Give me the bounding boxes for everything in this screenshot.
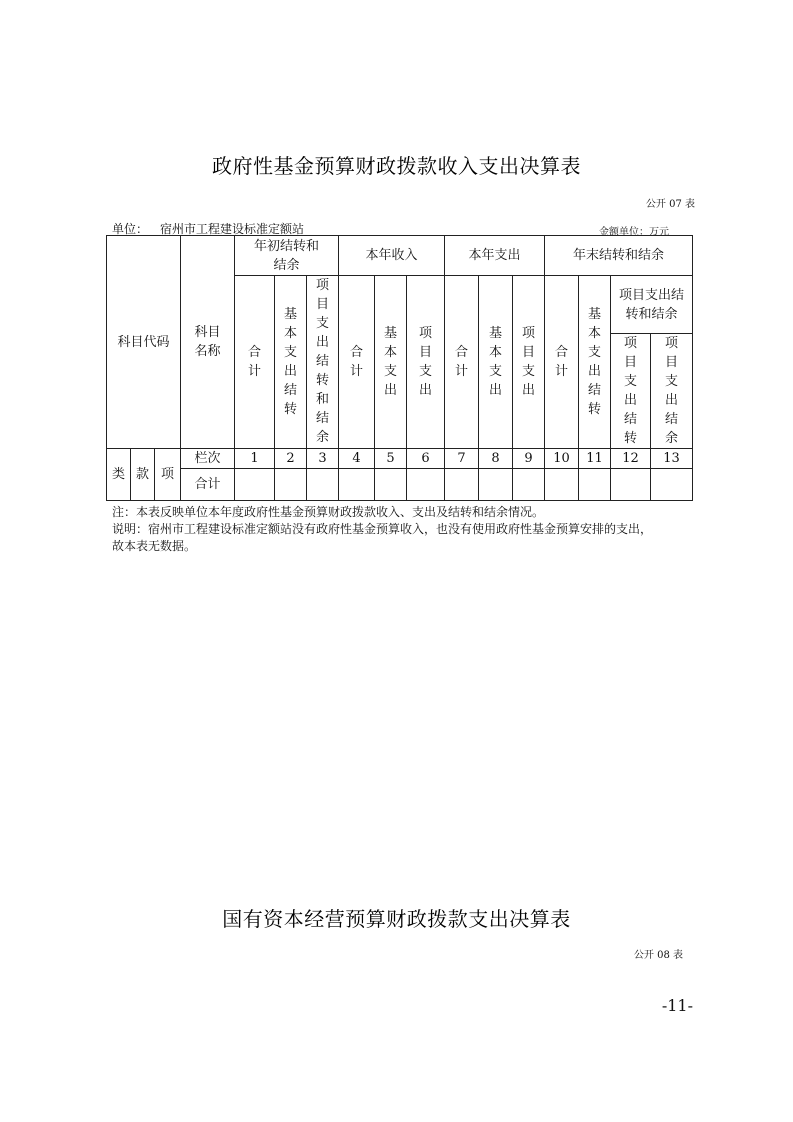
group-expense-header: 本年支出 bbox=[445, 236, 545, 276]
col-end-total: 合计 bbox=[545, 276, 579, 449]
amount-unit: 金额单位：万元 bbox=[599, 227, 669, 238]
page-number: -11- bbox=[661, 996, 693, 1015]
col-income-basic: 基本支出 bbox=[375, 276, 407, 449]
empty-cell bbox=[479, 469, 513, 501]
col-number: 11 bbox=[579, 449, 611, 469]
col-number: 4 bbox=[339, 449, 375, 469]
col-end-project-carry: 项目支出结转 bbox=[611, 334, 651, 449]
form-number-08: 公开 08 表 bbox=[633, 950, 683, 961]
col-expense-basic: 基本支出 bbox=[479, 276, 513, 449]
empty-cell bbox=[545, 469, 579, 501]
col-number: 2 bbox=[275, 449, 307, 469]
col-number: 13 bbox=[651, 449, 693, 469]
table-explanation-line2: 故本表无数据。 bbox=[112, 539, 197, 553]
empty-cell bbox=[375, 469, 407, 501]
group-start-header: 年初结转和结余 bbox=[235, 236, 339, 276]
row-label-total: 合计 bbox=[181, 469, 235, 501]
col-number: 1 bbox=[235, 449, 275, 469]
empty-cell bbox=[307, 469, 339, 501]
table-explanation-line1: 说明：宿州市工程建设标准定额站没有政府性基金预算收入，也没有使用政府性基金预算安排的支出， bbox=[112, 522, 653, 536]
empty-cell bbox=[407, 469, 445, 501]
col-number: 5 bbox=[375, 449, 407, 469]
group-end-header: 年末结转和结余 bbox=[545, 236, 693, 276]
unit-label: 单位： bbox=[112, 222, 149, 236]
code-header: 科目代码 bbox=[117, 334, 170, 350]
col-number: 9 bbox=[513, 449, 545, 469]
fund-budget-table bbox=[106, 235, 693, 501]
col-expense-total: 合计 bbox=[445, 276, 479, 449]
code-col-item: 项 bbox=[155, 449, 181, 501]
row-label-index: 栏次 bbox=[181, 449, 235, 469]
col-number: 3 bbox=[307, 449, 339, 469]
code-header-cell bbox=[107, 236, 181, 449]
col-number: 12 bbox=[611, 449, 651, 469]
empty-cell bbox=[579, 469, 611, 501]
col-end-project-balance: 项目支出结余 bbox=[651, 334, 693, 449]
col-number: 10 bbox=[545, 449, 579, 469]
col-number: 8 bbox=[479, 449, 513, 469]
empty-cell bbox=[445, 469, 479, 501]
empty-cell bbox=[339, 469, 375, 501]
unit-name: 宿州市工程建设标准定额站 bbox=[160, 222, 305, 236]
col-income-project: 项目支出 bbox=[407, 276, 445, 449]
name-header-cell bbox=[181, 236, 235, 449]
group-income-header: 本年收入 bbox=[339, 236, 445, 276]
col-number: 6 bbox=[407, 449, 445, 469]
col-income-total: 合计 bbox=[339, 276, 375, 449]
empty-cell bbox=[235, 469, 275, 501]
col-start-total: 合计 bbox=[235, 276, 275, 449]
empty-cell bbox=[275, 469, 307, 501]
table-note: 注：本表反映单位本年度政府性基金预算财政拨款收入、支出及结转和结余情况。 bbox=[112, 505, 545, 519]
empty-cell bbox=[651, 469, 693, 501]
empty-cell bbox=[513, 469, 545, 501]
section1-title: 政府性基金预算财政拨款收入支出决算表 bbox=[212, 154, 581, 178]
code-col-section: 款 bbox=[131, 449, 155, 501]
col-expense-project: 项目支出 bbox=[513, 276, 545, 449]
col-number: 7 bbox=[445, 449, 479, 469]
empty-cell bbox=[611, 469, 651, 501]
code-col-category: 类 bbox=[107, 449, 131, 501]
col-start-basic-carry: 基本支出结转 bbox=[275, 276, 307, 449]
form-number-07: 公开 07 表 bbox=[645, 199, 695, 210]
col-end-project-group: 项目支出结转和结余 bbox=[611, 276, 693, 334]
col-start-project-carry-balance: 项目支出结转和结余 bbox=[307, 276, 339, 449]
name-header: 科目名称 bbox=[194, 325, 221, 359]
section2-title: 国有资本经营预算财政拨款支出决算表 bbox=[222, 907, 571, 931]
col-end-basic-carry: 基本支出结转 bbox=[579, 276, 611, 449]
